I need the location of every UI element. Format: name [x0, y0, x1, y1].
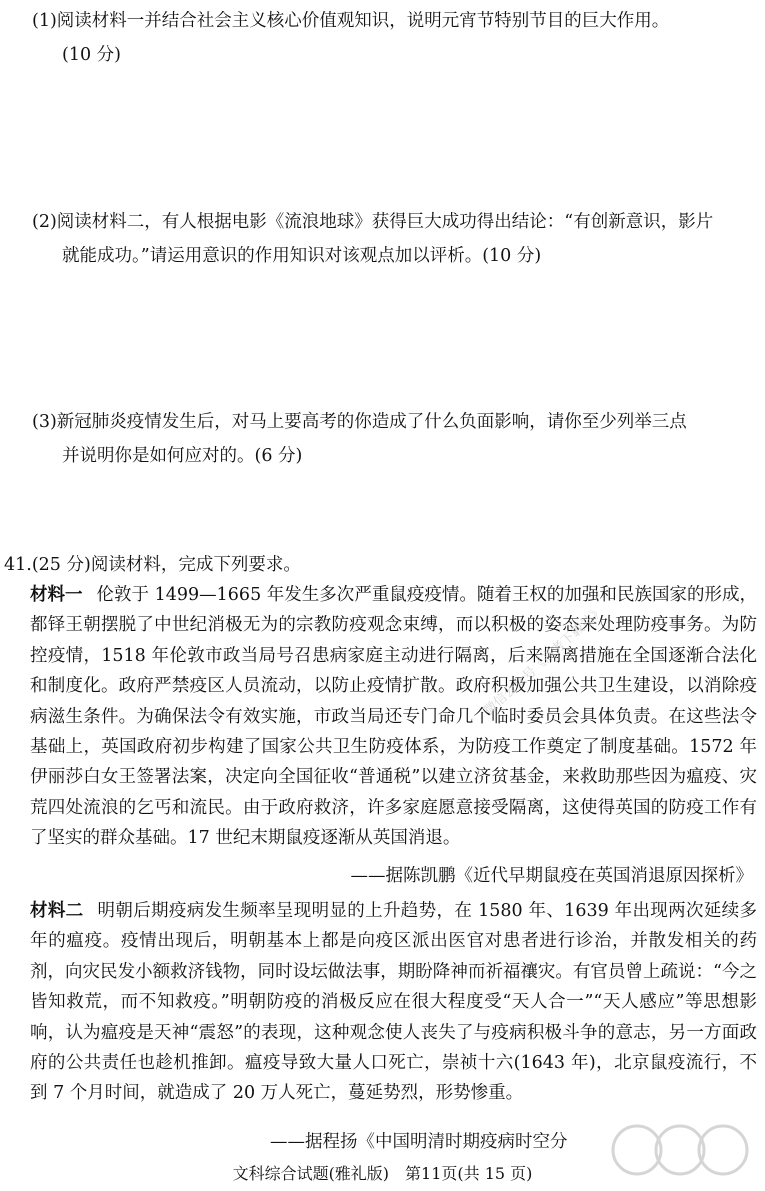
material-1 — [30, 580, 757, 854]
watermark-text: 微信公众号《高考下载站》 — [481, 603, 608, 719]
material-2-source: ——据程扬《中国明清时期疫病时空分 — [270, 1132, 568, 1152]
material-2-label: 材料二 — [30, 901, 84, 921]
question-1-line-2: (10 分) — [62, 45, 121, 65]
question-3-line-1: (3)新冠肺炎疫情发生后，对马上要高考的你造成了什么负面影响，请你至少列举三点 — [32, 412, 687, 432]
question-2 — [32, 205, 757, 273]
question-3-line-2: 并说明你是如何应对的。(6 分) — [62, 446, 303, 466]
watermark-logo — [605, 1120, 755, 1180]
question-1 — [32, 4, 757, 72]
question-2-line-2: 就能成功。”请运用意识的作用知识对该观点加以评析。(10 分) — [62, 246, 542, 266]
material-1-source: ——据陈凯鹏《近代早期鼠疫在英国消退原因探析》 — [350, 866, 753, 886]
material-2 — [30, 896, 757, 1109]
material-1-text: 伦敦于 1499—1665 年发生多次严重鼠疫疫情。随着王权的加强和民族国家的形成，都铎王朝摆脱了中世纪消极无为的宗教防疫观念束缚，而以积极的姿态来处理防疫事务。为防控疫情，1518 年伦敦市政当局号召患病家庭主动进行隔离，后来隔离措施在全国逐渐合法化和制度化。政府严禁疫区人员流动，以防止疫情扩散。政府积极加强公共卫生建设，以消除疫病滋生条件。为确保法令有效实施，市政当局还专门命几个临时委员会具体负责。在这些法令基础上，英国政府初步构建了国家公共卫生防疫体系，为防疫工作奠定了制度基础。1572 年伊丽莎白女王签署法案，决定向全国征收“普通税”以建立济贫基金，来救助那些因为瘟疫、灾荒四处流浪的乞丐和流民。由于政府救济，许多家庭愿意接受隔离，这使得英国的防疫工作有了坚实的群众基础。17 世纪末期鼠疫逐渐从英国消退。 — [30, 585, 757, 849]
question-3 — [32, 405, 757, 473]
material-1-label: 材料一 — [30, 585, 83, 605]
question-1-line-1: (1)阅读材料一并结合社会主义核心价值观知识，说明元宵节特别节目的巨大作用。 — [32, 11, 670, 31]
material-2-text: 明朝后期疫病发生频率呈现明显的上升趋势，在 1580 年、1639 年出现两次延续多年的瘟疫。疫情出现后，明朝基本上都是向疫区派出医官对患者进行诊治，并散发相关的药剂，向灾民发小额救济钱物，同时设坛做法事，期盼降神而祈福禳灾。有官员曾上疏说：“今之皆知救荒，而不知救疫。”明朝防疫的消极反应在很大程度受“天人合一”“天人感应”等思想影响，认为瘟疫是天神“震怒”的表现，这种观念使人丧失了与疫病积极斗争的意志，另一方面政府的公共责任也趁机推卸。瘟疫导致大量人口死亡，崇祯十六(1643 年)，北京鼠疫流行，不到 7 个月时间，就造成了 20 万人死亡，蔓延势烈，形势惨重。 — [30, 901, 758, 1104]
question-41-heading: 41.(25 分)阅读材料，完成下列要求。 — [4, 555, 301, 575]
question-2-line-1: (2)阅读材料二，有人根据电影《流浪地球》获得巨大成功得出结论：“有创新意识，影片 — [32, 212, 714, 232]
page-footer: 文科综合试题(雅礼版) 第11页(共 15 页) — [232, 1164, 533, 1183]
